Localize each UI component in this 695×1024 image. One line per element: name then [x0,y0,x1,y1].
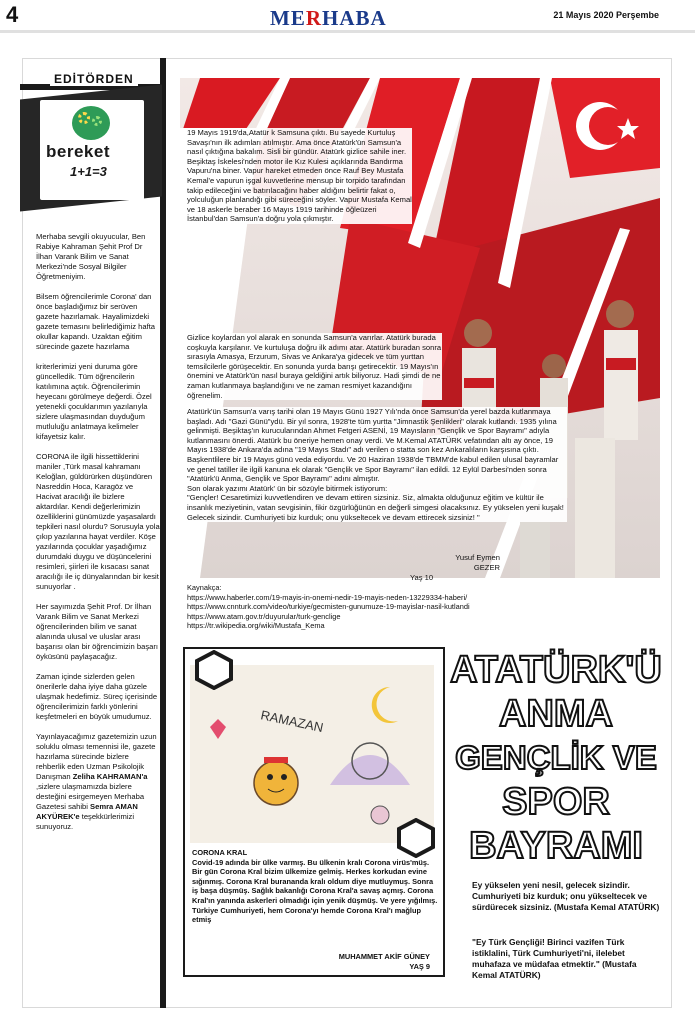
editorial-closing [36,732,160,832]
source-link[interactable]: https://www.cnnturk.com/video/turkiye/gecmisten-gunumuze-19-mayislar-nasil-kutlandi [187,602,470,612]
issue-date: 21 Mayıs 2020 Perşembe [553,10,659,20]
corona-signature [300,952,430,972]
editorial-title: EDİTÖRDEN [50,72,138,86]
article-paragraph-4: Son olarak yazımı Atatürk' ün bir sözüyle bitirmek istiyorum: [187,483,388,493]
drawing-image [190,665,434,843]
closing-text: Yayınlayacağımız gazetemizin uzun soluklu olması temennisi ile, gazete hazırlama sürecinde bizlere rehberlik eden Uzman Psikolojik Danışman [36,732,157,781]
headline-line: ANMA [499,693,613,735]
gear-icon [78,112,90,124]
brain-icon [72,106,110,140]
drawing-label: RAMAZAN [259,707,325,736]
logo-sum: 1+1=3 [70,164,107,179]
article-paragraph-2: Gizlice koylardan yol alarak en sonunda Samsun'a varırlar. Atatürk burada coşkuyla karşılanır. Ve kurtuluşa doğru ilk adımı atar. Atatürk buradan sonra sırasıyla Amasya, Erzurum, Sivas ve Ankara'ya gidecek ve tüm yurttan temsilcilerle görüşecektir. En sonunda yurda barışı getirecektir. 19 Mayıs'ın önemini ve Atatürk'ün nasıl buraya geldiğini artık biliyoruz. Hadi şimdi de ne zaman kutlanmaya başlandığını ve ne zaman resmiyet kazandığını öğrenelim. [187,333,442,400]
closing-name: Semra AMAN AKYÜREK'e [36,802,138,821]
newspaper-masthead [270,6,387,31]
gear-icon-small [92,116,102,126]
article-body [187,407,567,522]
editorial-paragraph: kriterlerimizi yeni duruma göre güncelledik. Tüm öğrencilerin katılımına açtık. Öğrencilerimin heyecanı görülmeye değerdi. Özel yetenekli çocuklarımın yazılarıyla sizlere ulaşmasından duyduğum mutluluğu anlatmaya kelimeler kifayetsiz kalır. [36,362,152,441]
editorial-header [20,72,162,212]
page-header [0,0,695,34]
closing-name: Zeliha KAHRAMAN'a [72,772,148,781]
headline-line: ATATÜRK'Ü [450,649,662,691]
header-rule [0,30,695,33]
source-link[interactable]: https://www.atam.gov.tr/duyurular/turk-genclige [187,611,341,621]
child-drawing [190,665,434,843]
corona-author: MUHAMMET AKİF GÜNEY [338,952,430,961]
ataturk-quote: "Gençler! Cesaretimizi kuvvetlendiren ve devam ettiren sizsiniz. Siz, almakta olduğunuz eğitim ve kültür ile insanlık meziyetinin, vatan sevgisinin, fikir özgürlüğünün en değerli simgesi olacaksınız. Ey yükselen yeni kuşak! Gelecek sizindir. Cumhuriyeti biz kurduk; onu yükseltecek ve devam ettirecek sizsiniz! " [187,493,564,522]
headline-line: BAYRAMI [469,825,643,867]
author-age: Yaş 10 [410,573,434,582]
page-number: 4 [6,2,19,27]
masthead-accent: R [305,6,322,30]
editorial-paragraph: CORONA ile ilgili hissettiklerini maniler ,Türk masal kahramanı Keloğlan, güldürürken düşündüren Nasreddin Hoca, Karagöz ve Hacivat aracılığı ile bizlere aktardılar. Kendi değerlerimizin özelliklerini günümüzde yaşasalardı tepkileri nasıl olurdu? Sorusuyla yola çıkıp yazılarına hayat verdiler. Köşe yazılarında çocuklar yaşadığımız durumdaki duygu ve düşüncelerini resimleri, şiirleri ile kısacası sanat aracılığı ile iç dünyalarından bir kesit sunuyorlar . [36,452,160,591]
editorial-paragraph: Her sayımızda Şehit Prof. Dr İlhan Varank Bilim ve Sanat Merkezi öğrencilerinden bilim ve sanat alanında ulusal ve uluslar arası başarısı olan bir öğrencimizin başarı öyküsünü paylaşacağız. [36,602,158,661]
author-name: Yusuf Eymen [455,553,500,562]
masthead-pre: ME [270,6,306,30]
article-intro: 19 Mayıs 1919'da,Atatür k Samsuna çıktı. Bu sayede Kurtuluş Savaşı'nın ilk adımları atılmıştır. Ama önce Atatürk'ün Samsun'a nasıl çıktığına bakalım. Sisli bir gündür. Atatürk gizlice sahile iner. Beşiktaş İskelesi'nden motor ile Kız Kulesi açıklarında Bandırma Vapuru'na biner. Vapur hareket etmeden önce Rauf Bey Mustafa Kemal'e vapurun işgal kuvvetlerine mensup bir torpido tarafından takip edileceğini ve batırılacağını haber aldığını belirtir fakat o, yolculuğun planlandığı gibi süreceğini söyler. Vapur Mustafa Kemal ve 18 askerle beraber 16 Mayıs 1919 tarihinde öğleüzeri İstanbul'dan Samsun'a doğru yola çıkmıştır. [187,128,412,224]
article-paragraph-3: Atatürk'ün Samsun'a varış tarihi olan 19 Mayıs Günü 1927 Yılı'nda önce Samsun'da yerel bazda kutlanmaya başladı. Adı "Gazi Günü"ydü. Bir yıl sonra, 1928'te tüm yurtta "Jimnastik Şenlikleri" olarak kutlandı. 1935 yılına gelinmişti. Beşiktaş'ın kurucularından Ahmet Fetgeri ASENİ, 19 Mayısların "Gençlik ve Spor Bayramı" adıyla kutlanmasını önerdi. Atatürk bu öneriye hemen onay verdi. Ve M.Kemal ATATÜRK vefatından altı ay önce, 19 Mayıs 1938'de Ankara'da adına "19 Mayıs Stadı" adı verilen o statta son kez Ankaralıların karşısına çıktı. Başkentlilere bir 19 Mayıs günü veda ediyordu. Ve 20 Haziran 1938'de TBMM'de kabul edilen ulusal bayramlar ve genel tatiller ile ilgili kanuna ek olarak "Gençlik ve Spor Bayramı" ilan edildi. 12 Eylül Darbesi'nden sonra "Atatürk'ü Anma, Gençlik ve Spor Bayramı" adını almıştır. [187,407,559,484]
closing-text: teşekkürlerimizi sunuyoruz. [36,812,135,831]
headline-line: SPOR [502,781,610,823]
source-link[interactable]: https://tr.wikipedia.org/wiki/Mustafa_Kema [187,621,325,631]
corona-title: CORONA KRAL [192,848,248,857]
headline [440,648,672,868]
hexagon-icon [194,650,234,690]
masthead-post: HABA [322,6,387,30]
editorial-paragraph: Zaman içinde sizlerden gelen önerilerle daha iyiye daha güzele ulaşmak hedefimiz. Süreç içerisinde öğrencilerimizin farklı yönlerini keşfetmeleri en büyük umudumuz. [36,672,158,721]
editorial-text [36,232,160,842]
logo-word: bereket [46,142,110,161]
author-school: GEZER [473,563,500,572]
source-link[interactable]: https://www.haberler.com/19-mayis-in-onemi-nedir-19-mayis-neden-13229334-haberi/ [187,592,468,602]
corona-age: YAŞ 9 [409,962,430,971]
ataturk-quote-1: Ey yükselen yeni nesil, gelecek sizindir. Cumhuriyeti biz kurduk; onu yükseltecek ve sürdürecek sizsiniz. (Mustafa Kemal ATATÜRK) [472,880,660,912]
corona-story [192,848,438,925]
article-signature [430,553,500,573]
editorial-paragraph: Merhaba sevgili okuyucular, Ben Rabiye Kahraman Şehit Prof Dr İlhan Varank Bilim ve Sanat Merkezi'nde Sosyal Bilgiler Öğretmeniyim. [36,232,146,281]
headline-line: GENÇLİK VE [455,739,657,776]
closing-text: ,sizlere ulaşmamızda bizlere desteğini esirgemeyen Merhaba Gazetesi sahibi [36,782,145,811]
sources-title: Kaynakça: [187,583,222,592]
sources-block [187,583,527,631]
ataturk-quote-2: "Ey Türk Gençliği! Birinci vazifen Türk istiklalini, Türk Cumhuriyeti'ni, ilelebet muhafaza ve müdafaa etmektir." (Mustafa Kemal ATATÜRK) [472,937,637,980]
corona-body: Covid-19 adında bir ülke varmış. Bu ülkenin kralı Corona virüs'müş. Bir gün Corona Kral bizim ülkemize gelmiş. Herkes korkudan evine sığınmış. Corona Kral burananda kralı oldum diye mutluymuş. Sonra iş başa düşmüş. Sağlık bakanlığı Corona Kral'a savaş açmış. Corona Kral'ın yanında askerleri olmadığı için yenik düşmüş. Ve yere yığılmış. Türkiye Cumhuriyeti, hem Corona'yı hemde Corona Kral'ı mağlup etmiş [192,857,438,925]
editorial-paragraph: Bilsem öğrencilerimle Corona' dan önce başladığımız bir serüven gazete hazırlamak. Hayalimizdeki gazete temasını belirlediğimiz hafta okullar kapandı. Uzaktan eğitim sürecinde gazete hazırlama [36,292,156,351]
bereket-logo [40,100,144,200]
